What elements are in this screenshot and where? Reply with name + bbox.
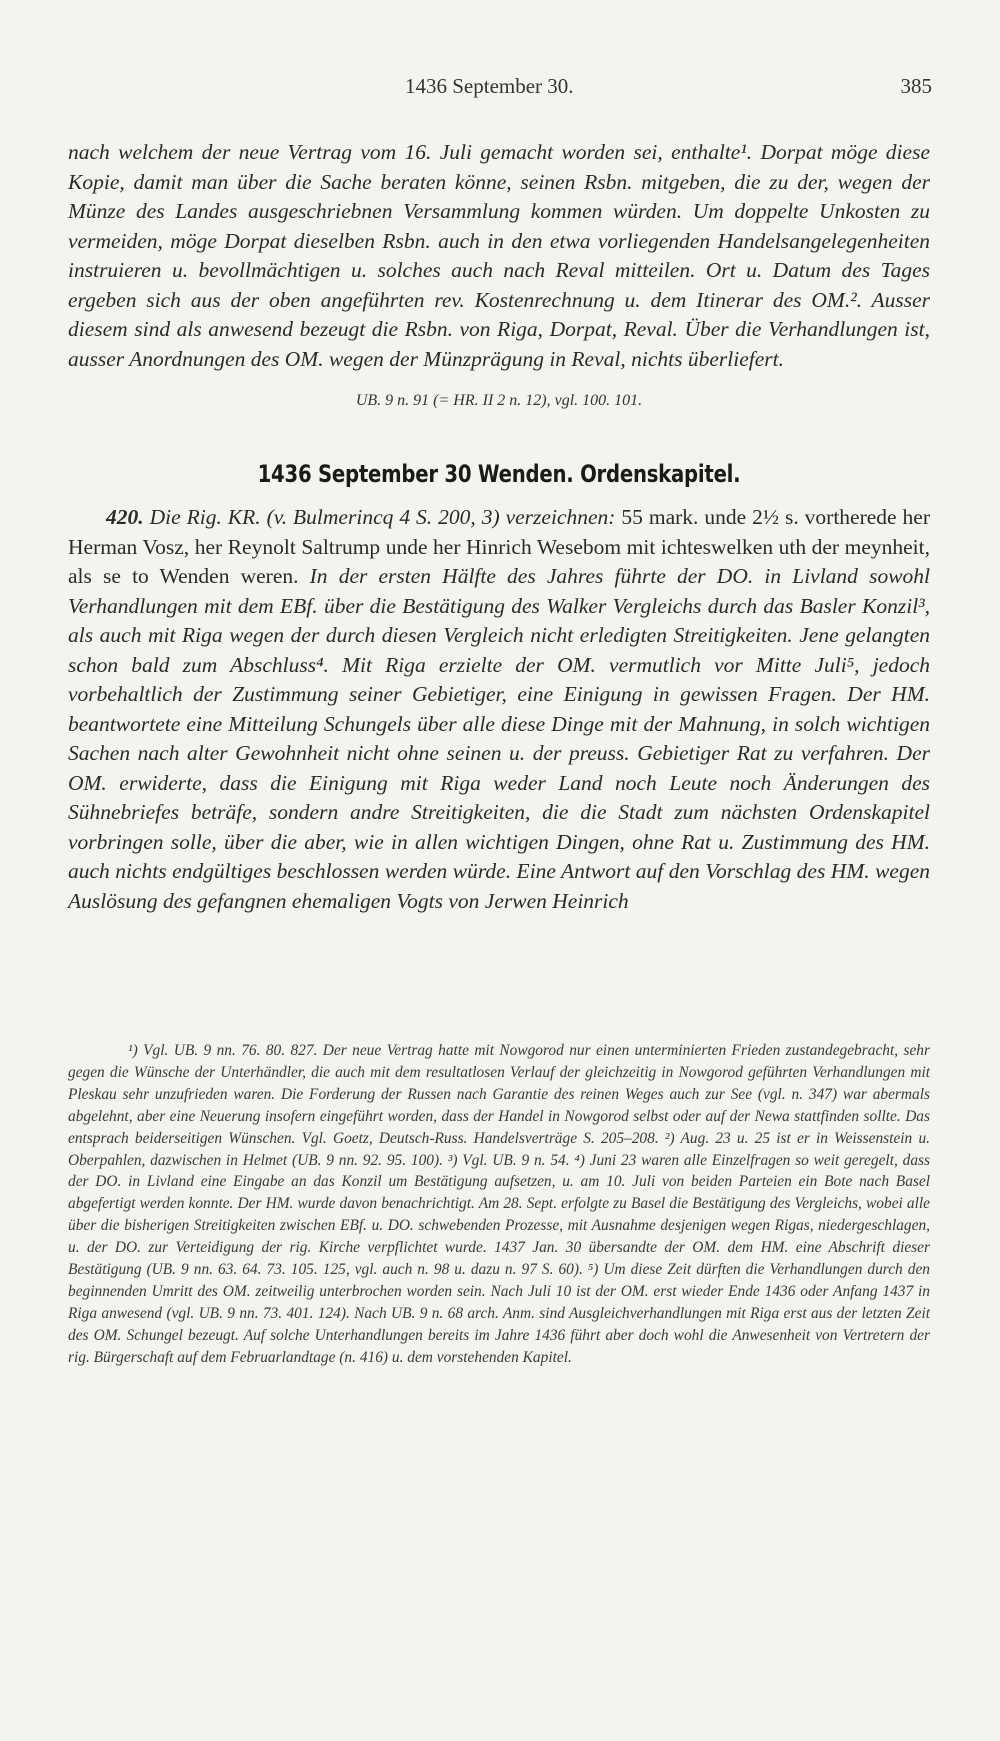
entry-source: Die Rig. KR. (v. Bulmerincq 4 S. 200, 3) verzeichnen: — [149, 505, 616, 529]
footnotes: ¹) Vgl. UB. 9 nn. 76. 80. 827. Der neue Vertrag hatte mit Nowgorod nur einen unterminierten Frieden zustandegebracht, sehr gegen die Wünsche der Unterhändler, die auch mit dem resultatlosen Verlauf der gleichzeitig in Nowgorod geführten Verhandlungen mit Pleskau sehr unzufrieden waren. Die Forderung der Russen nach Garantie des reinen Weges auch zur See (vgl. n. 347) war abermals abgelehnt, aber eine Neuerung insofern eingeführt worden, dass der Handel in Nowgorod selbst oder auf der Newa stattfinden sollte. Das entsprach beiderseitigen Wünschen. Vgl. Goetz, Deutsch-Russ. Handelsverträge S. 205–208. ²) Aug. 23 u. 25 ist er in Weissenstein u. Oberpahlen, dazwischen in Helmet (UB. 9 nn. 92. 95. 100). ³) Vgl. UB. 9 n. 54. ⁴) Juni 23 waren alle Einzelfragen so weit geregelt, dass der DO. in Livland eine Eingabe an das Konzil um Bestätigung aufsetzen, u. am 10. Juli von beiden Parteien ein Bote nach Basel abgefertigt werden konnte. Der HM. wurde davon benachrichtigt. Am 28. Sept. erfolgte zu Basel die Bestätigung des Vergleichs, wobei alle über die bisherigen Streitigkeiten zwischen EBf. u. DO. schwebenden Prozesse, mit Ausnahme desjenigen wegen Rigas, niedergeschlagen, u. der DO. zur Verteidigung der rig. Kirche verpflichtet wurde. 1437 Jan. 30 übersandte der OM. dem HM. eine Abschrift dieser Bestätigung (UB. 9 nn. 63. 64. 73. 105. 125, vgl. auch n. 98 u. dazu n. 97 S. 60). ⁵) Um diese Zeit dürften die Verhandlungen durch den beginnenden Umritt des OM. zeitweilig unterbrochen worden sein. Nach Juli 10 ist der OM. erst wieder Ende 1436 oder Anfang 1437 in Riga anwesend (vgl. UB. 9 nn. 73. 401. 124). Nach UB. 9 n. 68 arch. Anm. sind Ausgleichverhandlungen mit Riga erst aus der letzten Zeit des OM. Schungel bezeugt. Auf solche Unterhandlungen bereits im Jahre 1436 führt aber doch wohl die Anwesenheit von Vertretern der rig. Bürgerschaft auf dem Februarlandtage (n. 416) u. dem vorstehenden Kapitel. — [68, 1042, 930, 1366]
running-header — [405, 74, 932, 99]
entry-commentary: In der ersten Hälfte des Jahres führte der DO. in Livland sowohl Verhandlungen mit dem EBf. über die Bestätigung des Walker Vergleichs durch das Basler Konzil³, als auch mit Riga wegen der durch diesen Vergleich nicht erledigten Streitigkeiten. Jene gelangten schon bald zum Abschluss⁴. Mit Riga erzielte der OM. vermutlich vor Mitte Juli⁵, jedoch vorbehaltlich der Zustimmung seiner Gebietiger, eine Einigung in gewissen Fragen. Der HM. beantwortete eine Mitteilung Schungels über alle diese Dinge mit der Mahnung, in solch wichtigen Sachen nach alter Gewohnheit nicht ohne seinen u. der preuss. Gebietiger Rat zu verfahren. Der OM. erwiderte, dass die Einigung mit Riga weder Land noch Leute noch Änderungen des Sühnebriefes beträfe, sondern andre Streitigkeiten, die die Stadt zum nächsten Ordenskapitel vorbringen solle, über die aber, wie in allen wichtigen Dingen, ohne Rat u. Zustimmung des HM. auch nichts endgültiges beschlossen werden würde. Eine Antwort auf den Vorschlag des HM. wegen Auslösung des gefangnen ehemaligen Vogts von Jerwen Heinrich — [68, 564, 931, 913]
main-text — [68, 138, 930, 916]
section-heading: 1436 September 30 Wenden. Ordenskapitel. — [257, 459, 741, 488]
page-number: 385 — [900, 74, 932, 98]
intro-paragraph: nach welchem der neue Vertrag vom 16. Juli gemacht worden sei, enthalte¹. Dorpat möge diese Kopie, damit man über die Sache beraten könne, seinen Rsbn. mitgeben, die zu der, wegen der Münze des Landes ausgeschriebnen Versammlung kommen würden. Um doppelte Unkosten zu vermeiden, möge Dorpat dieselben Rsbn. auch in den etwa vorliegenden Handelsangelegenheiten instruieren u. bevollmächtigen u. solches auch nach Reval mitteilen. Ort u. Datum des Tages ergeben sich aus der oben angeführten rev. Kostenrechnung u. dem Itinerar des OM.². Ausser diesem sind als anwesend bezeugt die Rsbn. von Riga, Dorpat, Reval. Über die Verhandlungen ist, ausser Anordnungen des OM. wegen der Münzprägung in Reval, nichts überliefert. — [68, 140, 930, 371]
intro-citation: UB. 9 n. 91 (= HR. II 2 n. 12), vgl. 100. 101. — [355, 392, 643, 409]
entry-number: 420. — [106, 505, 144, 529]
entry-record-text: 55 mark. unde 2½ s. vortherede her Herman Vosz, her Reynolt Saltrump unde her Hinrich Wesebom mit ichteswelken uth der meynheit, als se to Wenden weren. — [68, 505, 931, 588]
running-title: 1436 September 30. — [405, 74, 574, 98]
entry-420 — [68, 503, 930, 916]
